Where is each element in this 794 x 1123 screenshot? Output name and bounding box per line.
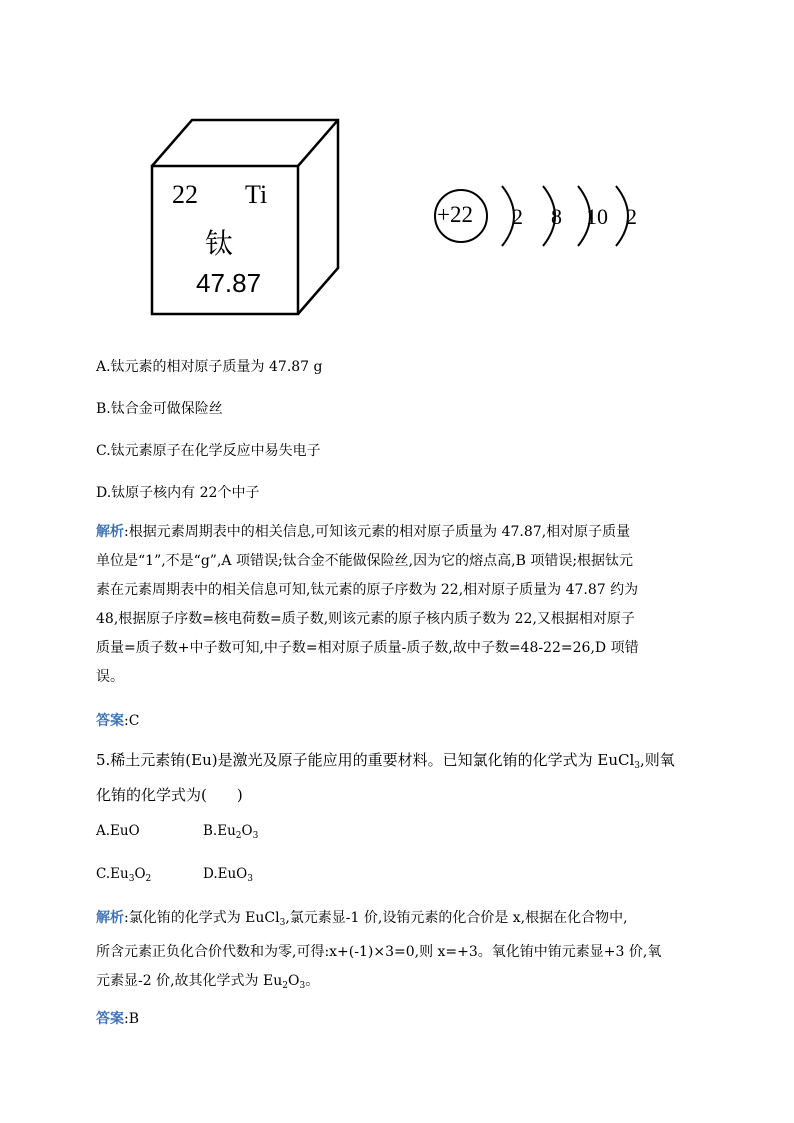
q5-analysis-line-1: 解析:氯化铕的化学式为 EuCl$_3$,氯元素显-1 价,设铕元素的化合价是 x,根据在化合物中, <box>96 910 628 928</box>
cube-top-right-edge <box>298 120 338 166</box>
q4-option-c: C.钛元素原子在化学反应中易失电子 <box>96 443 321 459</box>
shell-electrons-1: 2 <box>512 204 523 229</box>
q5-stem <box>96 746 706 810</box>
q5-option-d: D.EuO$_3$ <box>203 866 253 884</box>
q5-analysis-label: 解析 <box>96 910 124 926</box>
q5-answer-value: :B <box>124 1011 140 1027</box>
element-symbol: Ti <box>245 180 268 209</box>
q5-analysis <box>96 904 706 1001</box>
q4-answer <box>96 710 139 730</box>
q5-stem-line-2: 化铕的化学式为( ) <box>96 786 243 804</box>
element-name: 钛 <box>205 227 234 260</box>
q4-analysis-line-4: 48,根据原子序数=核电荷数=质子数,则该元素的原子核内质子数为 22,又根据相对原子 <box>96 611 635 627</box>
q4-option-a: A.钛元素的相对原子质量为 47.87 g <box>96 359 323 375</box>
q5-stem-line-1: 5.稀土元素铕(Eu)是激光及原子能应用的重要材料。已知氯化铕的化学式为 EuCl$_3$,则氧 <box>96 751 675 771</box>
q5-analysis-line-2: 所含元素正负化合价代数和为零,可得:x+(-1)×3=0,则 x=+3。氧化铕中铕元素显+3 价,氧 <box>96 944 662 960</box>
q5-option-b: $B.Eu_2O_3$ <box>203 823 259 841</box>
q4-analysis-label: 解析 <box>96 524 124 540</box>
q4-answer-value: :C <box>124 713 140 729</box>
q4-analysis-line-6: 误。 <box>96 669 124 685</box>
atomic-number: 22 <box>172 180 198 209</box>
q4-analysis-line-5: 质量=质子数+中子数可知,中子数=相对原子质量-质子数,故中子数=48-22=26,D 项错 <box>96 640 639 656</box>
nucleus-charge: +22 <box>437 202 473 227</box>
atomic-mass: 47.87 <box>196 268 262 298</box>
q5-analysis-line-3: 元素显-2 价,故其化学式为 $Eu_2O_3$。 <box>96 973 320 991</box>
q4-option-b: B.钛合金可做保险丝 <box>96 401 223 417</box>
q5-answer-label: 答案 <box>96 1011 124 1027</box>
q4-analysis-line-3: 素在元素周期表中的相关信息可知,钛元素的原子序数为 22,相对原子质量为 47.87 约为 <box>96 582 639 598</box>
figure-lines <box>0 0 794 340</box>
q4-option-d: D.钛原子核内有 22个中子 <box>96 485 260 501</box>
q4-analysis-line-2: 单位是“1”,不是“g”,A 项错误;钛合金不能做保险丝,因为它的熔点高,B 项错误;根据钛元 <box>96 553 634 569</box>
q4-analysis <box>96 518 706 692</box>
shell-electrons-3: 10 <box>586 204 608 229</box>
shell-electrons-2: 8 <box>551 204 562 229</box>
q5-option-a: A.EuO <box>96 823 140 839</box>
q5-option-c: $C.Eu_3O_2$ <box>96 866 152 884</box>
q4-analysis-line-1: 解析:根据元素周期表中的相关信息,可知该元素的相对原子质量为 47.87,相对原子质量 <box>96 524 631 540</box>
shell-electrons-4: 2 <box>626 204 637 229</box>
q5-answer <box>96 1008 139 1028</box>
q4-answer-label: 答案 <box>96 713 124 729</box>
figure-titanium <box>0 0 794 340</box>
